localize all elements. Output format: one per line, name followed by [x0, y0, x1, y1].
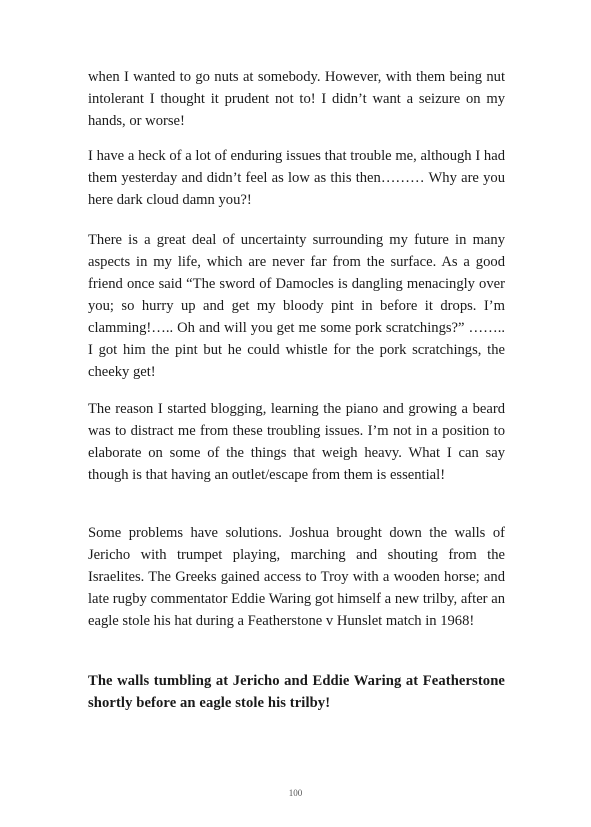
paragraph-4: The reason I started blogging, learning the piano and growing a beard was to distract me from these troubling issues. I’m not in a position to elaborate on some of the things that weigh heavy. What I can say though is that having an outlet/escape from them is essential! — [88, 401, 505, 483]
paragraph-5: Some problems have solutions. Joshua brought down the walls of Jericho with trumpet playing, marching and shouting from the Israelites. The Greeks gained access to Troy with a wooden horse; and late rugby commentator Eddie Waring got himself a new trilby, after an eagle stole his hat during a Featherstone v Hunslet match in 1968! — [88, 525, 505, 629]
paragraph-2: I have a heck of a lot of enduring issues that trouble me, although I had them yesterday and didn’t feel as low as this then……… Why are you here dark cloud damn you?! — [88, 148, 505, 208]
page-number: 100 — [288, 788, 303, 798]
paragraph-3: There is a great deal of uncertainty surrounding my future in many aspects in my life, which are never far from the surface. As a good friend once said “The sword of Damocles is dangling menacingly over you; so hurry up and get my bloody pint in before it drops. I’m clamming!….. Oh and will you get me some pork scratchings?” …….. I got him the pint but he could whistle for the pork scratchings, the cheeky get! — [88, 232, 505, 380]
paragraph-1: when I wanted to go nuts at somebody. However, with them being nut intolerant I thought it prudent not to! I didn’t want a seizure on my hands, or worse! — [88, 69, 505, 129]
image-caption: The walls tumbling at Jericho and Eddie Waring at Featherstone shortly before an eagle stole his trilby! — [88, 673, 505, 711]
